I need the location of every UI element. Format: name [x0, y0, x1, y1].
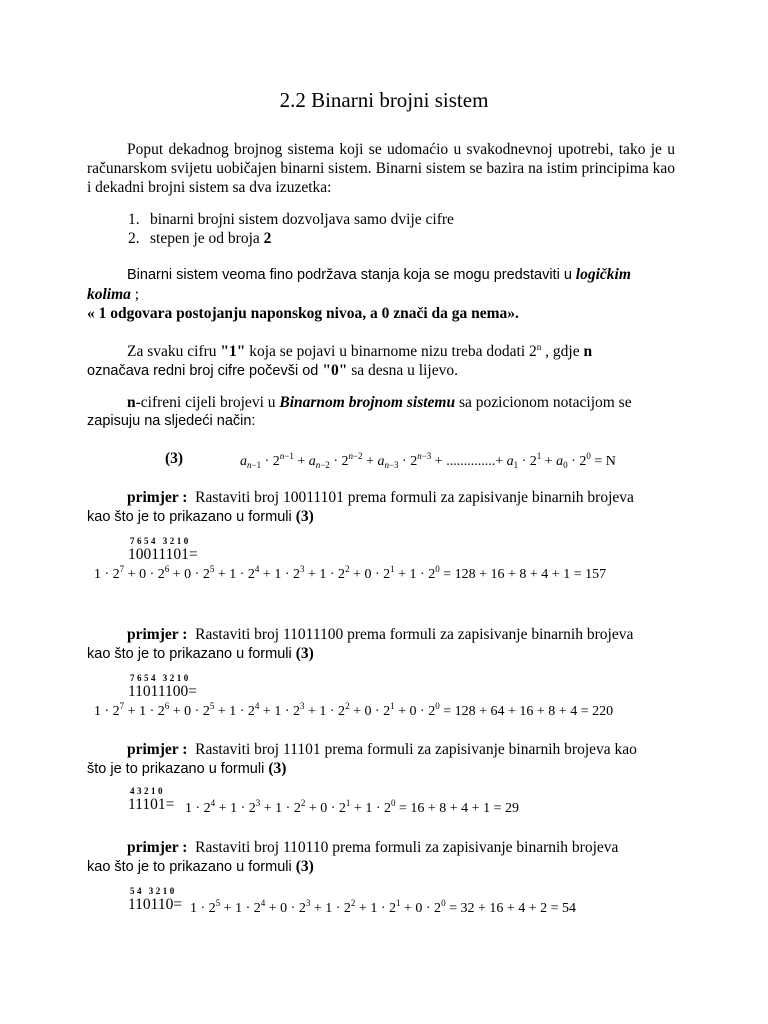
expansion-term: + $1 \cdot 2^3$ [259, 701, 305, 719]
term-coefficient: 1 [325, 901, 333, 916]
term-exponent: 4 [254, 701, 260, 711]
term-exponent: 2 [300, 798, 306, 808]
term-coefficient: 0 [280, 901, 288, 916]
example-line2: kao što je to prikazano u formuli [87, 859, 296, 875]
digit-one: "1" [220, 343, 246, 361]
formula-rhs: = N [594, 454, 616, 469]
term-coefficient: 1 [365, 801, 373, 816]
expansion-term: + $1 \cdot 2^0$ [394, 564, 440, 582]
digit-line2: označava redni broj cifre počevši od [87, 363, 323, 380]
expansion-term: + $0 \cdot 2^6$ [124, 564, 170, 582]
term-coefficient: 1 [139, 704, 147, 719]
term-coefficient: 1 [229, 704, 237, 719]
primjer-label: primjer : [127, 741, 188, 758]
digit-positions: 7654 3210 [130, 536, 191, 546]
expansion-term: $1 \cdot 2^4$ [185, 798, 216, 816]
term-coefficient: 0 [415, 901, 423, 916]
expansion-term: + $1 \cdot 2^2$ [304, 564, 350, 582]
term-exponent: 0 [390, 798, 396, 808]
term-coefficient: 0 [364, 567, 372, 582]
binary-number: 110110= [128, 896, 183, 913]
term-exponent: 4 [254, 564, 260, 574]
term-coefficient: 1 [274, 567, 282, 582]
term-exponent: 1 [345, 798, 351, 808]
ncif-paragraph [87, 393, 675, 431]
expansion-term: + $0 \cdot 2^5$ [169, 564, 215, 582]
expansion-term: + $0 \cdot 2^0$ [400, 898, 446, 916]
example-line2: kao što je to prikazano u formuli [87, 646, 296, 662]
term-exponent: 0 [441, 898, 446, 908]
term-coefficient: 1 [274, 704, 282, 719]
expansion-term: + $0 \cdot 2^3$ [265, 898, 311, 916]
example-text: Rastaviti broj 110110 prema formuli za zapisivanje binarnih brojeva [195, 839, 619, 856]
term-coefficient: 1 [235, 901, 243, 916]
term-exponent: 3 [305, 898, 311, 908]
digit-text-3: , gdje [541, 343, 584, 361]
expansion-term: + $1 \cdot 2^2$ [310, 898, 356, 916]
term-exponent: 5 [209, 701, 215, 711]
states-text: Binarni sistem veoma fino podržava stanja koja se mogu predstaviti u [127, 267, 572, 283]
expansion-term: $1 \cdot 2^7$ [94, 564, 125, 582]
term-exponent: 4 [210, 798, 216, 808]
primjer-label: primjer : [127, 839, 188, 856]
binary-number: 11101= [128, 796, 175, 813]
expansion-term: + $1 \cdot 2^4$ [214, 564, 260, 582]
states-italic-2: kolima [87, 286, 131, 303]
digit-n: n [583, 343, 593, 361]
ncif-bi: Binarnom brojnom sistemu [279, 394, 456, 411]
digit-line2b: sa desna u lijevo. [347, 362, 458, 380]
digit-zero: "0" [322, 362, 348, 380]
term-coefficient: 0 [320, 801, 328, 816]
term-exponent: 2 [345, 701, 350, 711]
term-coefficient: 1 [370, 901, 378, 916]
term-coefficient: 1 [94, 567, 101, 582]
term-exponent: 3 [299, 701, 305, 711]
binary-number: 10011101= [128, 546, 198, 563]
digit-text-2: koja se pojavi u binarnome nizu treba dodati 2 [245, 343, 537, 361]
states-italic: logičkim [575, 266, 631, 283]
expansion-expression [185, 798, 519, 817]
list-text: stepen je od broja [150, 230, 264, 247]
term-coefficient: 1 [190, 901, 197, 916]
example-line2: kao što je to prikazano u formuli [87, 509, 296, 525]
expansion-result: = 128 + 64 + 16 + 8 + 4 = 220 [443, 704, 614, 719]
example-paragraph [87, 625, 675, 664]
term-coefficient: 0 [139, 567, 147, 582]
expansion-term: + $0 \cdot 2^1$ [305, 798, 351, 816]
digit-sup: n [536, 342, 542, 352]
states-paragraph [87, 265, 675, 323]
term-exponent: 1 [390, 564, 395, 574]
expansion-term: + $0 \cdot 2^5$ [169, 701, 215, 719]
list-item [128, 210, 454, 229]
intro-paragraph: Poput dekadnog brojnog sistema koji se udomaćio u svakodnevnoj upotrebi, tako je u računarskom svijetu uobičajen binarni sistem. Binarni sistem se bazira na istim principima kao i dekadni brojni sistem sa dva izuzetka: [87, 141, 675, 196]
example-paragraph [87, 740, 675, 779]
expansion-result: = 128 + 16 + 8 + 4 + 1 = 157 [443, 567, 607, 582]
term-exponent: 2 [345, 564, 350, 574]
formula-label: (3) [165, 450, 184, 467]
ncif-line2: zapisuju na sljedeći način: [87, 413, 256, 429]
expansion-term: + $1 \cdot 2^4$ [214, 701, 260, 719]
expansion-result: = 32 + 16 + 4 + 2 = 54 [449, 901, 577, 916]
expansion-expression [94, 701, 613, 720]
term-exponent: 3 [255, 798, 261, 808]
page-title: 2.2 Binarni brojni sistem [279, 88, 489, 112]
term-exponent: 3 [299, 564, 305, 574]
term-coefficient: 1 [185, 801, 192, 816]
expansion-term: + $1 \cdot 2^3$ [215, 798, 261, 816]
example-paragraph [87, 488, 675, 527]
primjer-label: primjer : [127, 626, 188, 643]
digit-text: Za svaku cifru [127, 343, 221, 361]
term-exponent: 5 [215, 898, 221, 908]
term-exponent: 0 [435, 701, 440, 711]
term-coefficient: 1 [409, 567, 417, 582]
term-exponent: 1 [395, 898, 401, 908]
example-text: Rastaviti broj 11101 prema formuli za zapisivanje binarnih brojeva kao [195, 741, 637, 758]
list-item [128, 229, 271, 248]
term-exponent: 6 [164, 701, 170, 711]
term-exponent: 0 [435, 564, 440, 574]
term-coefficient: 1 [319, 704, 327, 719]
term-coefficient: 0 [184, 704, 192, 719]
term-coefficient: 1 [319, 567, 327, 582]
term-exponent: 7 [119, 701, 125, 711]
list-number: 2. [128, 230, 140, 247]
term-exponent: 4 [260, 898, 266, 908]
expansion-term: $1 \cdot 2^5$ [190, 898, 221, 916]
primjer-label: primjer : [127, 489, 188, 506]
expansion-expression [94, 564, 606, 583]
example-ref: (3) [295, 858, 314, 875]
term-coefficient: 0 [409, 704, 417, 719]
expansion-term: + $1 \cdot 2^1$ [355, 898, 401, 916]
ncif-bold: n [127, 394, 136, 411]
digit-positions: 7654 3210 [130, 673, 191, 683]
term-coefficient: 0 [184, 567, 192, 582]
digit-paragraph [87, 338, 675, 381]
states-semicolon: ; [130, 286, 140, 303]
ncif-text: -cifreni cijeli brojevi u [135, 394, 280, 411]
term-coefficient: 1 [230, 801, 238, 816]
list-text: binarni brojni sistem dozvoljava samo dvije cifre [150, 211, 454, 228]
expansion-term: + $1 \cdot 2^0$ [350, 798, 396, 816]
example-paragraph [87, 838, 675, 877]
expansion-term: + $1 \cdot 2^2$ [260, 798, 306, 816]
term-coefficient: 1 [229, 567, 237, 582]
list-text-bold: 2 [263, 230, 272, 247]
states-quote: « 1 odgovara postojanju naponskog nivoa, a 0 znači da ga nema». [87, 305, 519, 322]
expansion-term: + $0 \cdot 2^1$ [349, 701, 395, 719]
expansion-term: + $1 \cdot 2^3$ [259, 564, 305, 582]
term-exponent: 1 [390, 701, 395, 711]
example-ref: (3) [295, 508, 314, 525]
expansion-term: + $0 \cdot 2^0$ [394, 701, 440, 719]
term-exponent: 5 [209, 564, 215, 574]
term-exponent: 7 [119, 564, 125, 574]
expansion-term: + $1 \cdot 2^4$ [220, 898, 266, 916]
term-coefficient: 1 [275, 801, 283, 816]
expansion-term: + $1 \cdot 2^6$ [124, 701, 170, 719]
term-coefficient: 1 [94, 704, 101, 719]
example-line2: što je to prikazano u formuli [87, 761, 269, 777]
general-formula: $a_{n-1} \cdot 2^{n-1} + a_{n-2} \cdot 2^{n-2} + a_{n-3} \cdot 2^{n-3}$ + ..............+ $a_1 \cdot 2^1 + a_0 \cdot 2^0 = N$ [240, 451, 616, 470]
list-number: 1. [128, 211, 140, 228]
binary-number: 11011100= [128, 683, 198, 700]
expansion-expression [190, 898, 576, 917]
term-exponent: 2 [350, 898, 356, 908]
expansion-term: + $0 \cdot 2^1$ [349, 564, 395, 582]
term-exponent: 6 [164, 564, 170, 574]
example-ref: (3) [295, 645, 314, 662]
example-text: Rastaviti broj 10011101 prema formuli za zapisivanje binarnih brojeva [195, 489, 634, 506]
example-text: Rastaviti broj 11011100 prema formuli za zapisivanje binarnih brojeva [195, 626, 634, 643]
digit-positions: 43210 [130, 786, 165, 796]
expansion-result: = 16 + 8 + 4 + 1 = 29 [398, 801, 519, 816]
ncif-text-2: sa pozicionom notacijom se [455, 394, 632, 411]
expansion-term: $1 \cdot 2^7$ [94, 701, 125, 719]
term-coefficient: 0 [364, 704, 372, 719]
example-ref: (3) [268, 760, 287, 777]
digit-positions: 54 3210 [130, 886, 177, 896]
expansion-term: + $1 \cdot 2^2$ [304, 701, 350, 719]
